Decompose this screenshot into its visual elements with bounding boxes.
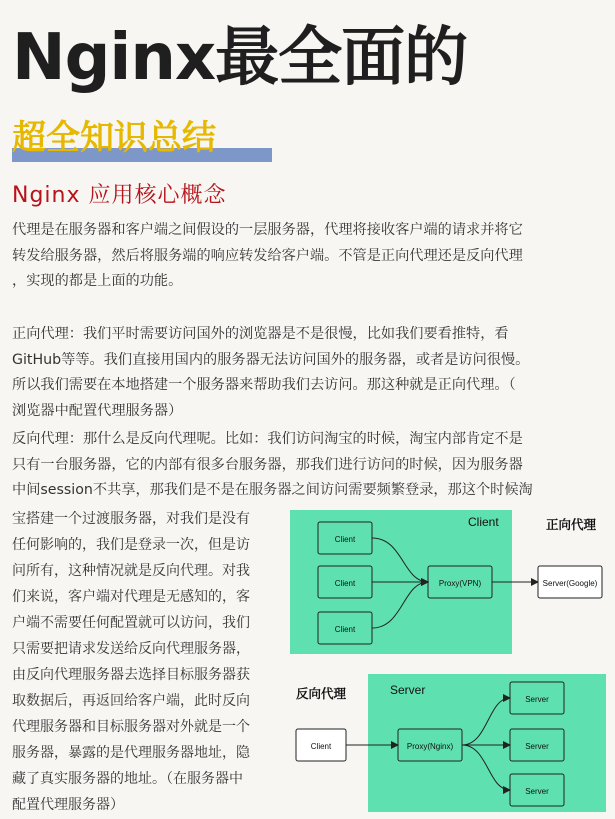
reverse-proxy-paragraph-narrow [12,506,250,818]
client-label: Client [310,742,332,751]
text-line: 户端不需要任何配置就可以访问，我们 [12,615,250,631]
text-line: 代理服务器和目标服务器对外就是一个 [12,719,250,735]
section-heading: Nginx 应用核心概念 [12,183,227,208]
text-line: 们来说，客户端对代理是无感知的，客 [12,589,250,605]
text-line: 取数据后，再返回给客户端，此时反向 [12,693,250,709]
server-label: Server [525,787,549,796]
client-label: Client [334,625,356,634]
text-line: 配置代理服务器） [12,797,124,813]
forward-proxy-paragraph [12,322,529,425]
server-label: Server [525,742,549,751]
text-line: 中间session不共享，那我们是不是在服务器之间访问需要频繁登录，那这个时候淘 [12,482,533,499]
forward-proxy-label: 正向代理 [546,517,597,532]
text-line: 反向代理：那什么是反向代理呢。比如：我们访问淘宝的时候，淘宝内部肯定不是 [12,431,523,447]
page-title: Nginx最全面的 [12,21,468,95]
text-line: GitHub等等。我们直接用国内的服务器无法访问国外的服务器，或者是访问很慢。 [12,351,530,368]
text-line: ，实现的都是上面的功能。 [12,273,183,290]
text-line: 只需要把请求发送给反向代理服务器， [12,641,250,657]
reverse-proxy-diagram [292,672,610,814]
text-line: 所以我们需要在本地搭建一个服务器来帮助我们去访问。那这种就是正向代理。（ [12,377,516,394]
proxy-label: Proxy(Nginx) [406,742,454,751]
client-group-label: Client [468,515,499,529]
text-line: 浏览器中配置代理服务器） [12,403,183,420]
client-label: Client [334,579,356,588]
reverse-proxy-paragraph [12,427,533,504]
text-line: 代理是在服务器和客户端之间假设的一层服务器，代理将接收客户端的请求并将它 [12,222,523,238]
subtitle-block [12,118,216,159]
text-line: 宝搭建一个过渡服务器，对我们是没有 [12,511,250,527]
intro-paragraph [12,218,523,295]
text-line: 由反向代理服务器去选择目标服务器获 [12,667,250,683]
client-label: Client [334,535,356,544]
reverse-proxy-label: 反向代理 [296,686,347,701]
text-line: 转发给服务器，然后将服务端的响应转发给客户端。不管是正向代理还是反向代理 [12,247,523,264]
text-line: 问所有，这种情况就是反向代理。对我 [12,563,250,579]
page-subtitle: 超全知识总结 [12,118,216,158]
forward-proxy-diagram [288,508,610,658]
server-group-label: Server [390,683,426,697]
server-label: Server(Google) [542,579,598,588]
server-label: Server [525,695,549,704]
text-line: 服务器，暴露的是代理服务器地址，隐 [12,745,250,761]
proxy-label: Proxy(VPN) [438,579,482,588]
text-line: 任何影响的，我们是登录一次，但是访 [12,537,250,553]
text-line: 只有一台服务器，它的内部有很多台服务器，那我们进行访问的时候，因为服务器 [12,456,523,473]
text-line: 正向代理：我们平时需要访问国外的浏览器是不是很慢，比如我们要看推特，看 [12,326,509,342]
text-line: 藏了真实服务器的地址。（在服务器中 [12,771,243,787]
